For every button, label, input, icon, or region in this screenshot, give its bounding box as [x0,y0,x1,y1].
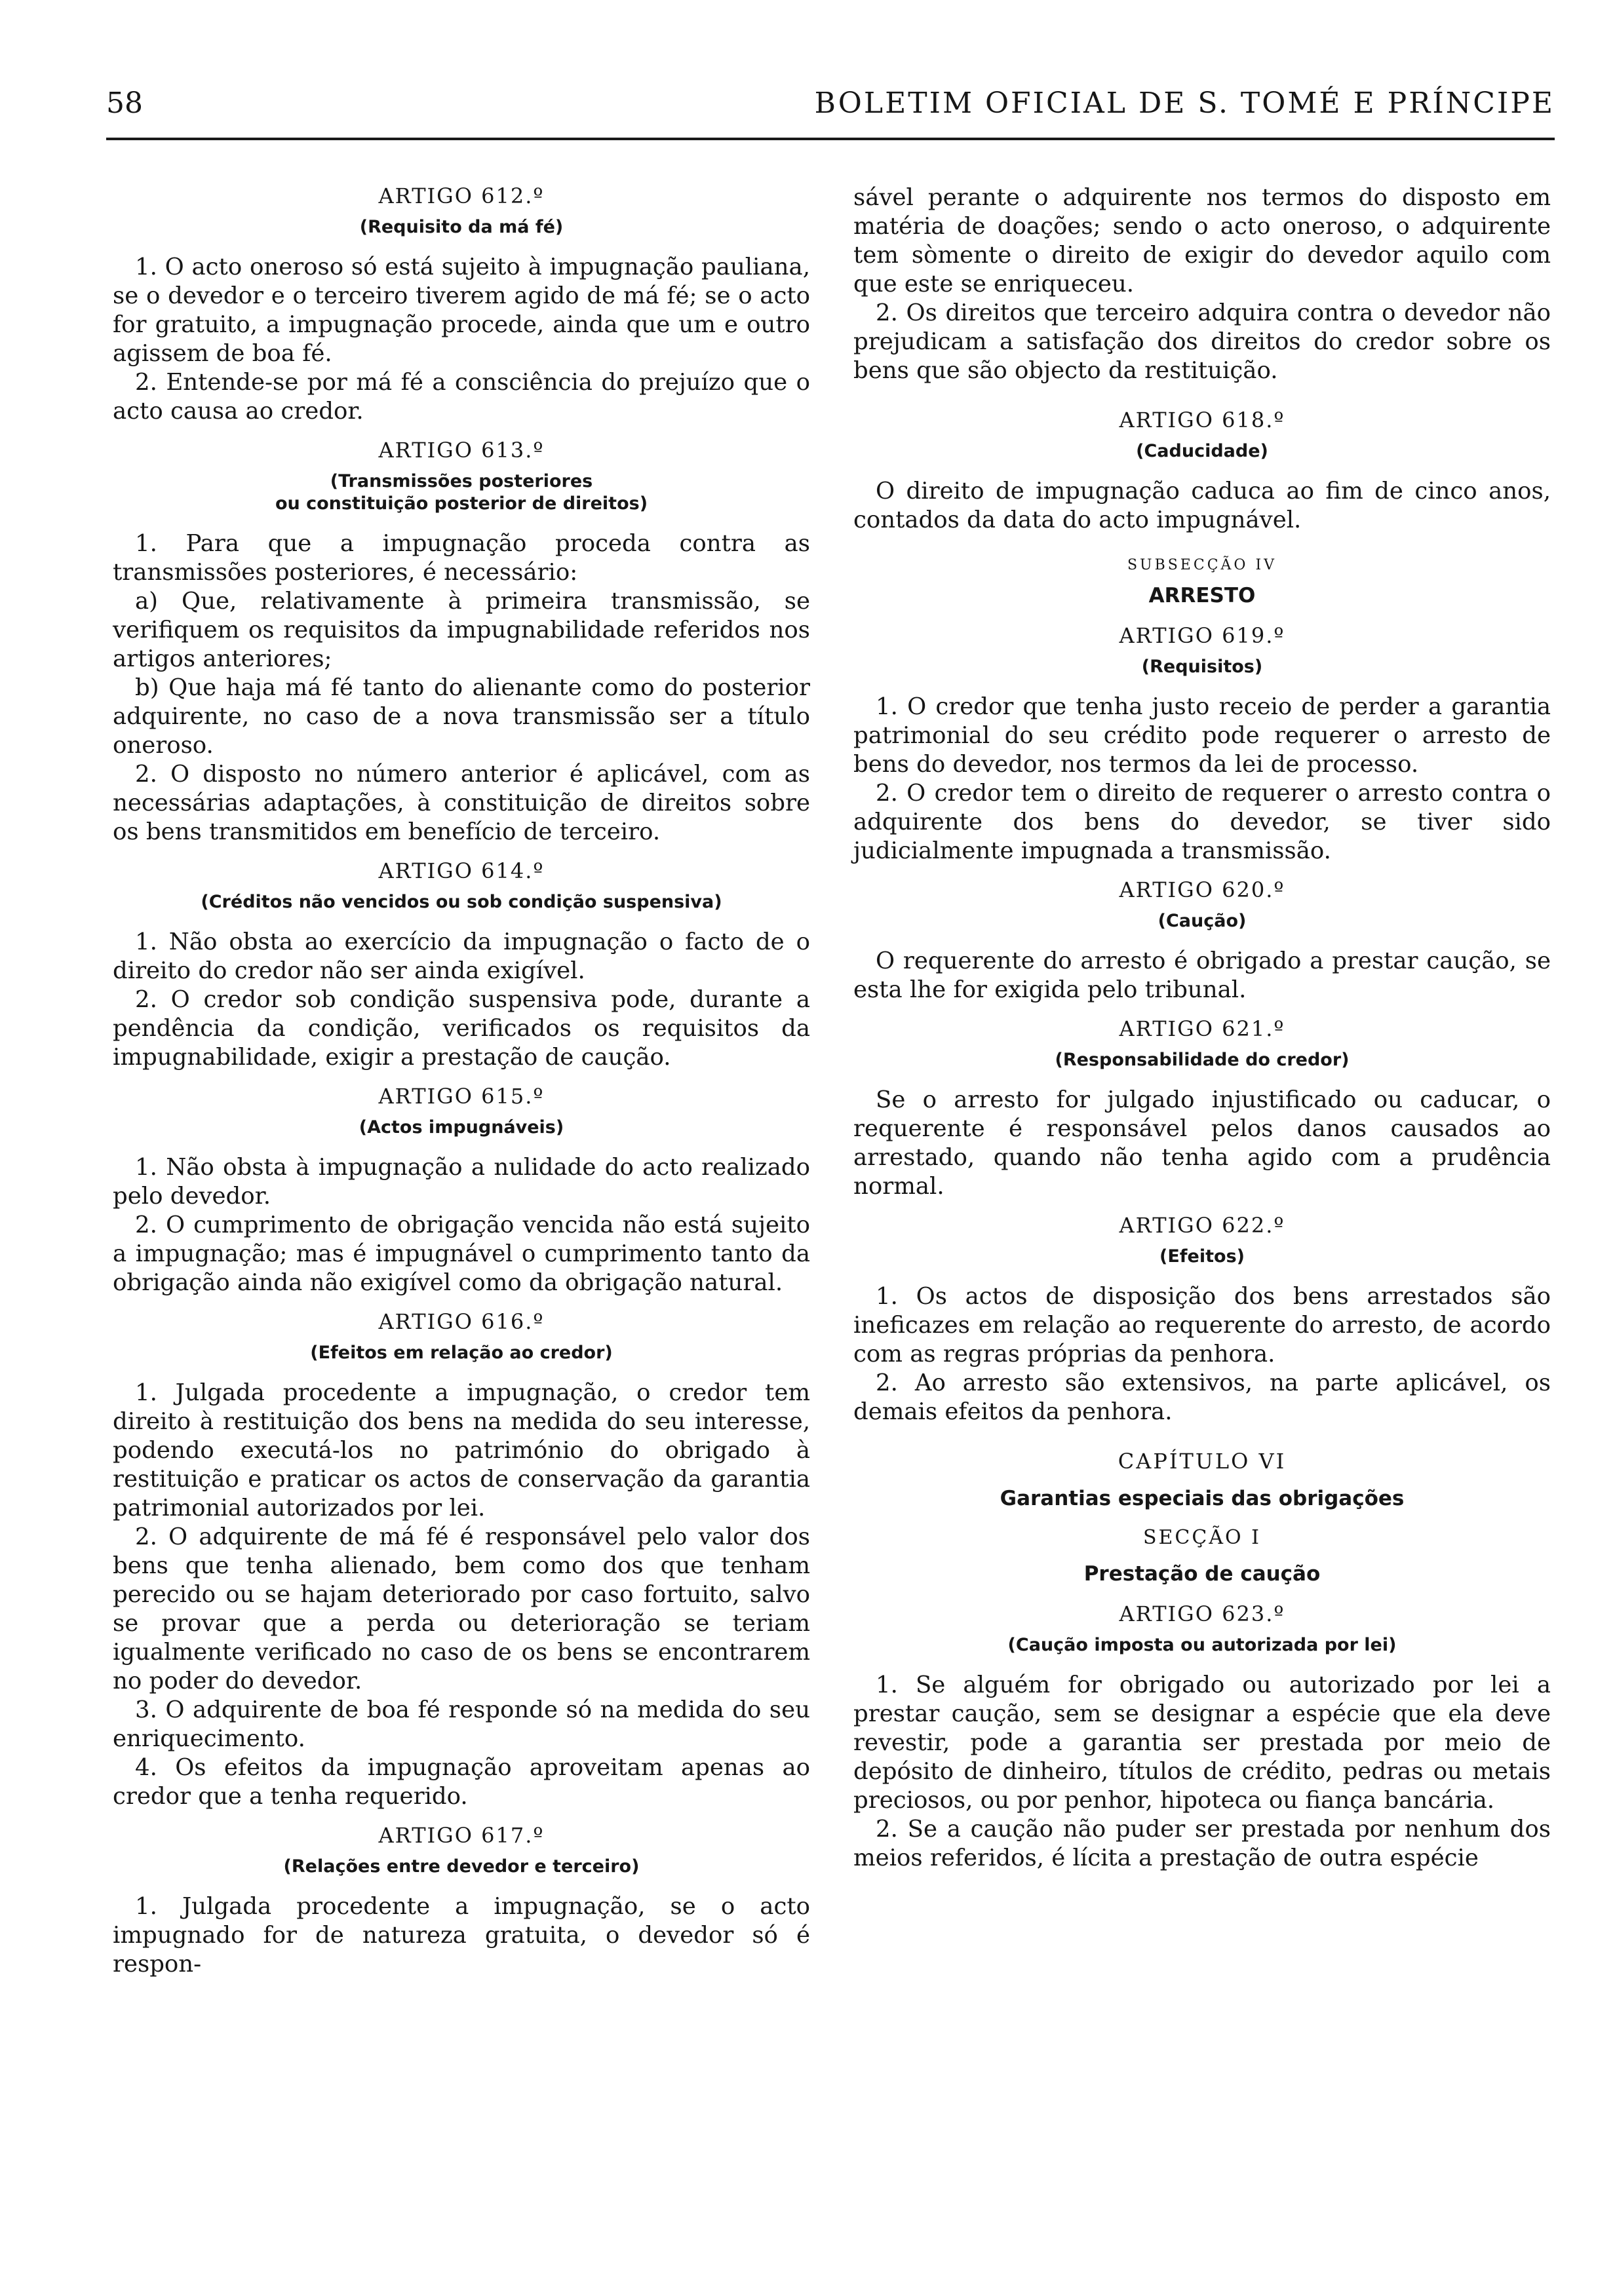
article-615-label: ARTIGO 615.º [378,1084,545,1109]
article-622-label: ARTIGO 622.º [1119,1213,1285,1238]
article-621-rubric: (Responsabilidade do credor) [1055,1050,1350,1070]
article-612-paragraph-1: 1. O acto oneroso só está sujeito à impugnação pauliana, se o devedor e o terceiro tiverem agido de má fé; se o acto for gratuito, a impugnação procede, ainda que um e outro agissem de boa fé. [113,254,810,367]
subsection-label: SUBSECÇÃO IV [1127,557,1277,573]
article-614-rubric: (Créditos não vencidos ou sob condição suspensiva) [201,892,722,912]
left-column [113,183,810,1979]
chapter-label: CAPÍTULO VI [1118,1449,1287,1474]
article-616-rubric: (Efeitos em relação ao credor) [310,1343,613,1363]
article-617-label: ARTIGO 617.º [378,1823,545,1848]
section-title: Prestação de caução [1083,1562,1321,1586]
article-620-label: ARTIGO 620.º [1119,877,1285,902]
page-header [106,86,1555,128]
section-label: SECÇÃO I [1142,1526,1261,1549]
article-617-paragraph-2: 2. Os direitos que terceiro adquira contra o devedor não prejudicam a satisfação dos direitos do credor sobre os bens que são objecto da restituição. [853,299,1551,384]
header-rule [106,138,1555,140]
article-614-paragraph-2: 2. O credor sob condição suspensiva pode, durante a pendência da condição, verificados os requisitos da impugnabilidade, exigir a prestação de caução. [113,986,810,1071]
article-622-paragraph-1: 1. Os actos de disposição dos bens arrestados são ineficazes em relação ao requerente do arresto, de acordo com as regras próprias da penhora. [853,1283,1551,1368]
article-615-paragraph-2: 2. O cumprimento de obrigação vencida não está sujeito a impugnação; mas é impugnável o cumprimento tanto da obrigação ainda não exigível como da obrigação natural. [113,1212,810,1296]
article-612-paragraph-2: 2. Entende-se por má fé a consciência do prejuízo que o acto causa ao credor. [113,369,810,425]
article-619-rubric: (Requisitos) [1141,657,1263,677]
article-620-rubric: (Caução) [1158,911,1247,931]
article-622-paragraph-2: 2. Ao arresto são extensivos, na parte aplicável, os demais efeitos da penhora. [853,1369,1551,1425]
article-613-item-a: a) Que, relativamente à primeira transmissão, se verifiquem os requisitos da impugnabilidade referidos nos artigos anteriores; [113,588,810,672]
page-number: 58 [106,86,143,120]
article-622-rubric: (Efeitos) [1159,1246,1245,1267]
article-619-paragraph-1: 1. O credor que tenha justo receio de perder a garantia patrimonial do seu crédito pode requerer o arresto de bens do devedor, nos termos da lei de processo. [853,693,1551,778]
article-616-paragraph-1: 1. Julgada procedente a impugnação, o credor tem direito à restituição dos bens na medida do seu interesse, podendo executá-los no património do obrigado à restituição e praticar os actos de conservação da garantia patrimonial autorizados por lei. [113,1379,810,1521]
right-column [853,183,1551,1873]
article-612-label: ARTIGO 612.º [378,183,545,208]
article-616-label: ARTIGO 616.º [378,1309,545,1334]
article-616-paragraph-2: 2. O adquirente de má fé é responsável pelo valor dos bens que tenha alienado, bem como dos que tenham perecido ou se hajam deteriorado por caso fortuito, salvo se provar que a perda ou deterioração se teriam igualmente verificado no caso de os bens se encontrarem no poder do devedor. [113,1523,810,1694]
article-614-paragraph-1: 1. Não obsta ao exercício da impugnação o facto de o direito do credor não ser ainda exigível. [113,928,810,984]
chapter-title: Garantias especiais das obrigações [1000,1487,1405,1510]
article-621-paragraph: Se o arresto for julgado injustificado ou caducar, o requerente é responsável pelos danos causados ao arrestado, quando não tenha agido com a prudência normal. [853,1086,1551,1200]
article-620-paragraph: O requerente do arresto é obrigado a prestar caução, se esta lhe for exigida pelo tribunal. [853,947,1551,1003]
article-613-label: ARTIGO 613.º [378,438,545,463]
article-623-paragraph-1: 1. Se alguém for obrigado ou autorizado por lei a prestar caução, sem se designar a espécie que ela deve revestir, pode a garantia ser prestada por meio de depósito de dinheiro, títulos de crédito, pedras ou metais preciosos, ou por penhor, hipoteca ou fiança bancária. [853,1672,1551,1814]
article-612-rubric: (Requisito da má fé) [359,217,564,237]
article-613-rubric-line-2: ou constituição posterior de direitos) [275,493,648,514]
article-621-label: ARTIGO 621.º [1119,1016,1285,1041]
article-619-label: ARTIGO 619.º [1119,623,1285,648]
article-613-rubric [113,470,810,515]
article-617-paragraph-1: 1. Julgada procedente a impugnação, se o acto impugnado for de natureza gratuita, o devedor só é respon- [113,1893,810,1978]
article-623-label: ARTIGO 623.º [1119,1601,1285,1626]
article-617-paragraph-1-continued: sável perante o adquirente nos termos do disposto em matéria de doações; sendo o acto oneroso, o adquirente tem sòmente o direito de exigir do devedor aquilo com que este se enriqueceu. [853,184,1551,297]
article-613-paragraph-2: 2. O disposto no número anterior é aplicável, com as necessárias adaptações, à constituição de direitos sobre os bens transmitidos em benefício de terceiro. [113,761,810,845]
subsection-title: ARRESTO [1148,584,1256,607]
article-615-paragraph-1: 1. Não obsta à impugnação a nulidade do acto realizado pelo devedor. [113,1154,810,1210]
running-title: BOLETIM OFICIAL DE S. TOMÉ E PRÍNCIPE [814,86,1555,120]
article-616-paragraph-3: 3. O adquirente de boa fé responde só na medida do seu enriquecimento. [113,1696,810,1752]
article-623-rubric: (Caução imposta ou autorizada por lei) [1007,1635,1397,1655]
article-613-paragraph-1: 1. Para que a impugnação proceda contra as transmissões posteriores, é necessário: [113,530,810,586]
article-614-label: ARTIGO 614.º [378,858,545,883]
article-623-paragraph-2: 2. Se a caução não puder ser prestada por nenhum dos meios referidos, é lícita a prestação de outra espécie [853,1816,1551,1871]
article-618-paragraph: O direito de impugnação caduca ao fim de cinco anos, contados da data do acto impugnável. [853,478,1551,533]
article-618-label: ARTIGO 618.º [1119,408,1285,432]
article-618-rubric: (Caducidade) [1136,441,1268,461]
article-613-item-b: b) Que haja má fé tanto do alienante como do posterior adquirente, no caso de a nova transmissão ser a título oneroso. [113,674,810,759]
article-619-paragraph-2: 2. O credor tem o direito de requerer o arresto contra o adquirente dos bens do devedor, se tiver sido judicialmente impugnada a transmissão. [853,780,1551,864]
article-617-rubric: (Relações entre devedor e terceiro) [283,1856,640,1877]
article-613-rubric-line-1: (Transmissões posteriores [330,471,593,491]
article-615-rubric: (Actos impugnáveis) [359,1117,564,1138]
article-616-paragraph-4: 4. Os efeitos da impugnação aproveitam apenas ao credor que a tenha requerido. [113,1754,810,1810]
